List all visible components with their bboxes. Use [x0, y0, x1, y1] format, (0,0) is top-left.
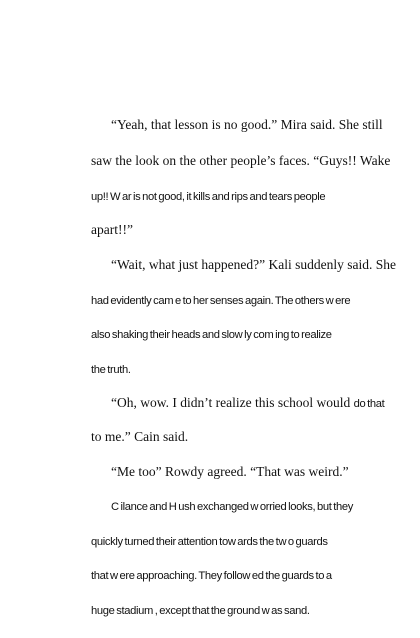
line-segment: C ilance and H ush exchanged w orried looks, but they	[111, 501, 353, 513]
line-segment: also shaking their heads and slow ly com ing to realize	[91, 329, 332, 341]
line-segment: do that	[353, 398, 385, 410]
line-segment: “Yeah, that lesson is no good.” Mira said. She still	[111, 117, 383, 132]
line-segment: the truth.	[91, 364, 131, 376]
line-segment: huge stadium , except that the ground w as sand.	[91, 605, 310, 617]
line-segment: had evidently cam e to her senses again. The others w ere	[91, 295, 351, 307]
line-segment: “Wait, what just happened?” Kali suddenly said. She	[111, 257, 396, 272]
line-segment: saw the look on the other people’s faces. “Guys!! Wake	[91, 153, 391, 168]
line-segment: “Me too” Rowdy agreed. “That was weird.”	[111, 464, 349, 479]
line-segment: “Oh, wow. I didn’t realize this school would	[111, 395, 354, 410]
line-segment: quickly turned their attention tow ards the tw o guards	[91, 536, 328, 548]
line-segment: up!! W ar is not good, it kills and rips and tears people	[91, 191, 326, 203]
line-segment: apart!!”	[91, 222, 133, 237]
line-segment: to me.” Cain said.	[91, 429, 189, 444]
line-segment: that w ere approaching. They follow ed the guards to a	[91, 570, 332, 582]
